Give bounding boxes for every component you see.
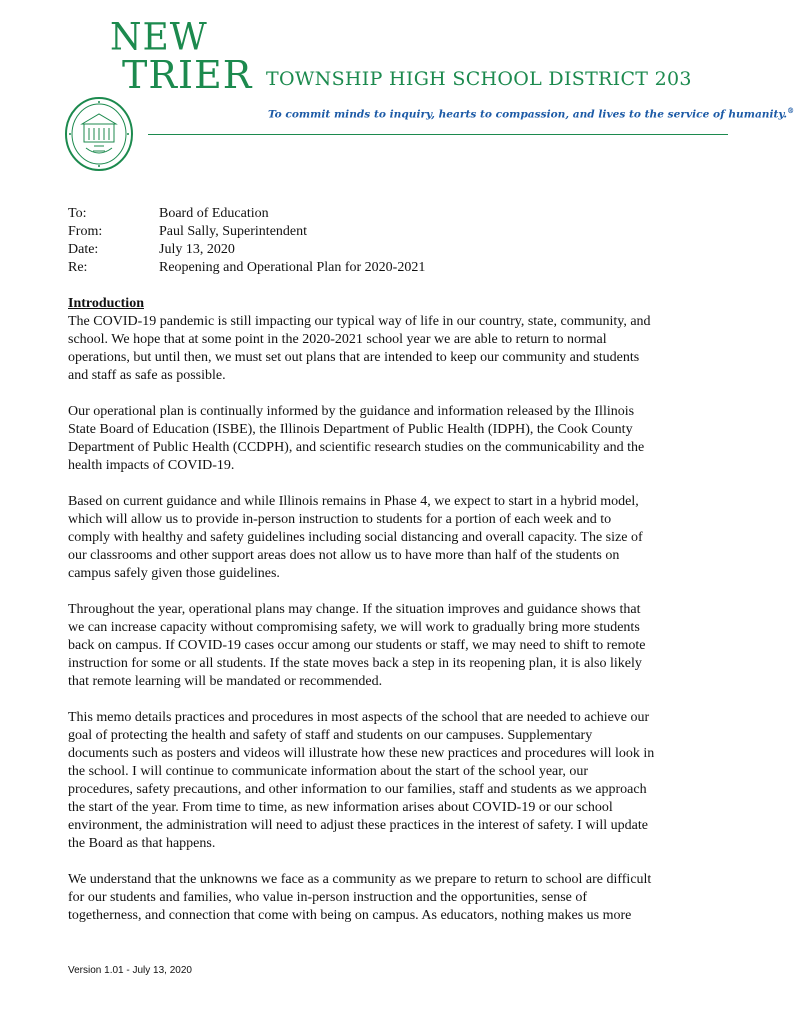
memo-date-row [68, 241, 425, 259]
memo-label: From: [68, 224, 103, 239]
paragraph-line: Throughout the year, operational plans may change. If the situation improves and guidance shows that [68, 602, 641, 617]
body-paragraph [68, 313, 708, 385]
memo-body [68, 295, 708, 943]
paragraphs [68, 313, 708, 925]
body-paragraph [68, 871, 708, 925]
registered-mark: ® [787, 106, 794, 115]
paragraph-line: operations, but until then, we must set out plans that are intended to keep our community and students [68, 350, 640, 365]
paragraph-line: instruction for some or all students. If the state moves back a step in its reopening plan, it is also likely [68, 656, 642, 671]
paragraph-line: This memo details practices and procedures in most aspects of the school that are needed to achieve our [68, 710, 650, 725]
paragraph-line: which will allow us to provide in-person instruction to students for a portion of each week and to [68, 512, 612, 527]
paragraph-line: Our operational plan is continually informed by the guidance and information released by the Illinois [68, 404, 635, 419]
paragraph-line: comply with healthy and safety guidelines including social distancing and overall capacity. The size of [68, 530, 643, 545]
paragraph-line: back on campus. If COVID-19 cases occur among our students or staff, we may need to shift to remote [68, 638, 646, 653]
paragraph-line: Department of Public Health (CCDPH), and scientific research studies on the communicability and the [68, 440, 645, 455]
memo-value: Reopening and Operational Plan for 2020-2021 [159, 260, 426, 275]
paragraph-line: procedures, safety precautions, and other information to our families, staff and students as we approach [68, 782, 647, 797]
body-paragraph [68, 709, 708, 853]
memo-header [68, 205, 425, 277]
paragraph-line: the start of the year. From time to time, as new information arises about COVID-19 or our school [68, 800, 613, 815]
memo-value: Board of Education [159, 206, 269, 221]
memo-label: To: [68, 206, 87, 221]
logo-trier-wordmark: TRIER [122, 53, 253, 97]
memo-label: Re: [68, 260, 88, 275]
paragraph-line: documents such as posters and videos will illustrate how these new practices and procedures will look in [68, 746, 655, 761]
memo-to-row [68, 205, 425, 223]
header-divider [148, 134, 728, 135]
mission-tagline [268, 106, 794, 121]
paragraph-line: togetherness, and connection that come with being on campus. As educators, nothing makes us more [68, 908, 632, 923]
body-paragraph [68, 403, 708, 475]
paragraph-line: We understand that the unknowns we face as a community as we prepare to return to school are difficult [68, 872, 652, 887]
section-heading: Introduction [68, 296, 144, 311]
memo-re-row [68, 259, 425, 277]
paragraph-line: and staff as safe as possible. [68, 368, 226, 383]
body-paragraph [68, 493, 708, 583]
paragraph-line: The COVID-19 pandemic is still impacting our typical way of life in our country, state, community, and [68, 314, 651, 329]
paragraph-line: health impacts of COVID-19. [68, 458, 235, 473]
memo-from-row [68, 223, 425, 241]
paragraph-line: our classrooms and other support areas does not allow us to have more than half of the students on [68, 548, 620, 563]
body-paragraph [68, 601, 708, 691]
paragraph-line: State Board of Education (ISBE), the Illinois Department of Public Health (IDPH), the Cook County [68, 422, 633, 437]
paragraph-line: environment, the administration will need to adjust these practices in the interest of safety. I will update [68, 818, 648, 833]
paragraph-line: that remote learning will be mandated or recommended. [68, 674, 383, 689]
paragraph-line: campus safely given those guidelines. [68, 566, 280, 581]
memo-label: Date: [68, 242, 99, 257]
paragraph-line: the school. I will continue to communicate information about the start of the school year, our [68, 764, 589, 779]
version-footer: Version 1.01 - July 13, 2020 [68, 965, 192, 976]
school-seal-logo [64, 96, 134, 172]
paragraph-line: we can increase capacity without compromising safety, we will work to gradually bring more students [68, 620, 640, 635]
logo-new-wordmark: NEW [110, 15, 208, 59]
tagline-text: To commit minds to inquiry, hearts to compassion, and lives to the service of humanity. [268, 108, 788, 121]
paragraph-line: Based on current guidance and while Illinois remains in Phase 4, we expect to start in a hybrid model, [68, 494, 639, 509]
paragraph-line: goal of protecting the health and safety of staff and students on our campuses. Supplementary [68, 728, 593, 743]
district-name: TOWNSHIP HIGH SCHOOL DISTRICT 203 [266, 68, 692, 90]
memo-value: Paul Sally, Superintendent [159, 224, 308, 239]
paragraph-line: for our students and families, who value in-person instruction and the opportunities, sense of [68, 890, 588, 905]
memo-value: July 13, 2020 [159, 242, 235, 257]
paragraph-line: school. We hope that at some point in the 2020-2021 school year we are able to return to normal [68, 332, 607, 347]
paragraph-line: the Board as that happens. [68, 836, 216, 851]
